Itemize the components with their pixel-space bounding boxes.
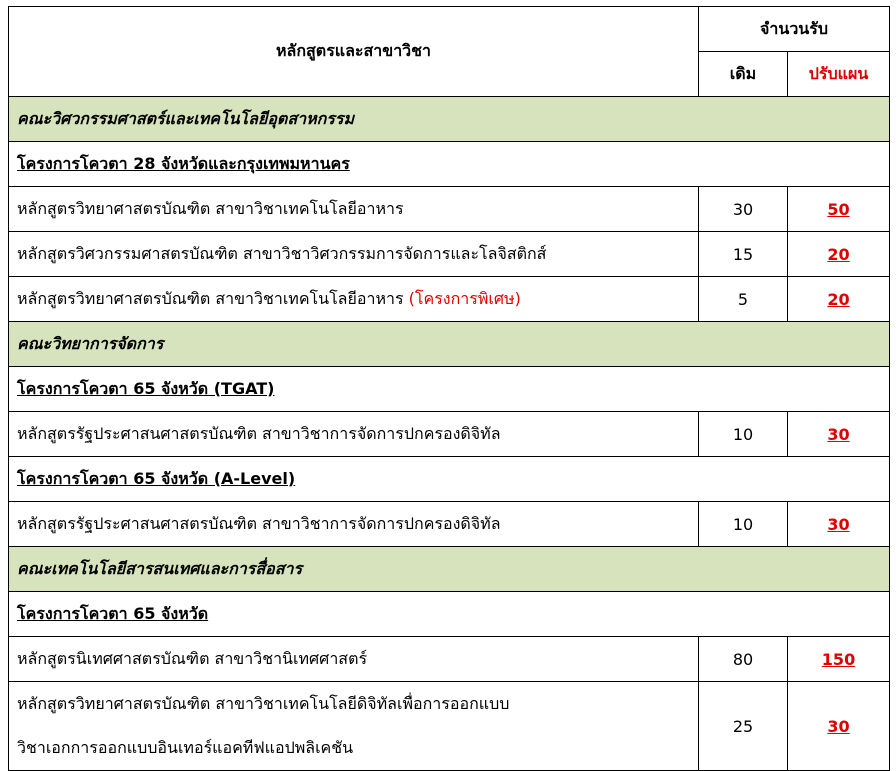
table-row bbox=[9, 502, 890, 547]
program-name: หลักสูตรรัฐประศาสนศาสตรบัณฑิต สาขาวิชาการจัดการปกครองดิจิทัล bbox=[9, 412, 699, 457]
original-quota: 10 bbox=[699, 502, 788, 547]
quota-table bbox=[8, 6, 890, 771]
project-row bbox=[9, 367, 890, 412]
table-row bbox=[9, 637, 890, 682]
project-name: โครงการโควตา 28 จังหวัดและกรุงเทพมหานคร bbox=[9, 142, 890, 187]
table-row bbox=[9, 277, 890, 322]
original-quota: 30 bbox=[699, 187, 788, 232]
adjusted-quota: 30 bbox=[788, 412, 890, 457]
table-row bbox=[9, 187, 890, 232]
project-row bbox=[9, 592, 890, 637]
adjusted-quota: 30 bbox=[788, 682, 890, 771]
faculty-row bbox=[9, 322, 890, 367]
special-project-note: (โครงการพิเศษ) bbox=[408, 288, 521, 308]
project-row bbox=[9, 457, 890, 502]
original-quota: 25 bbox=[699, 682, 788, 771]
faculty-name: คณะเทคโนโลยีสารสนเทศและการสื่อสาร bbox=[9, 547, 890, 592]
adjusted-column-header: ปรับแผน bbox=[788, 52, 890, 97]
program-name: หลักสูตรวิศวกรรมศาสตรบัณฑิต สาขาวิชาวิศวกรรมการจัดการและโลจิสติกส์ bbox=[9, 232, 699, 277]
program-name: หลักสูตรวิทยาศาสตรบัณฑิต สาขาวิชาเทคโนโลยีอาหาร (โครงการพิเศษ) bbox=[9, 277, 699, 322]
quota-table-container bbox=[8, 6, 890, 771]
project-name: โครงการโควตา 65 จังหวัด bbox=[9, 592, 890, 637]
adjusted-quota: 50 bbox=[788, 187, 890, 232]
project-name: โครงการโควตา 65 จังหวัด (A-Level) bbox=[9, 457, 890, 502]
program-column-header: หลักสูตรและสาขาวิชา bbox=[9, 7, 699, 97]
faculty-row bbox=[9, 97, 890, 142]
faculty-name: คณะวิทยาการจัดการ bbox=[9, 322, 890, 367]
adjusted-quota: 30 bbox=[788, 502, 890, 547]
original-column-header: เดิม bbox=[699, 52, 788, 97]
original-quota: 80 bbox=[699, 637, 788, 682]
adjusted-quota: 20 bbox=[788, 277, 890, 322]
table-header-row bbox=[9, 7, 890, 52]
adjusted-quota: 20 bbox=[788, 232, 890, 277]
project-row bbox=[9, 142, 890, 187]
original-quota: 5 bbox=[699, 277, 788, 322]
program-name: หลักสูตรวิทยาศาสตรบัณฑิต สาขาวิชาเทคโนโลยีดิจิทัลเพื่อการออกแบบ วิชาเอกการออกแบบอินเทอร์แอคทีฟแอปพลิเคชัน bbox=[9, 682, 699, 771]
program-name: หลักสูตรวิทยาศาสตรบัณฑิต สาขาวิชาเทคโนโลยีอาหาร bbox=[9, 187, 699, 232]
table-row bbox=[9, 682, 890, 771]
project-name: โครงการโควตา 65 จังหวัด (TGAT) bbox=[9, 367, 890, 412]
original-quota: 10 bbox=[699, 412, 788, 457]
program-name: หลักสูตรนิเทศศาสตรบัณฑิต สาขาวิชานิเทศศาสตร์ bbox=[9, 637, 699, 682]
adjusted-quota: 150 bbox=[788, 637, 890, 682]
table-row bbox=[9, 412, 890, 457]
program-name: หลักสูตรรัฐประศาสนศาสตรบัณฑิต สาขาวิชาการจัดการปกครองดิจิทัล bbox=[9, 502, 699, 547]
table-row bbox=[9, 232, 890, 277]
original-quota: 15 bbox=[699, 232, 788, 277]
faculty-row bbox=[9, 547, 890, 592]
quota-column-header: จำนวนรับ bbox=[699, 7, 890, 52]
faculty-name: คณะวิศวกรรมศาสตร์และเทคโนโลยีอุตสาหกรรม bbox=[9, 97, 890, 142]
